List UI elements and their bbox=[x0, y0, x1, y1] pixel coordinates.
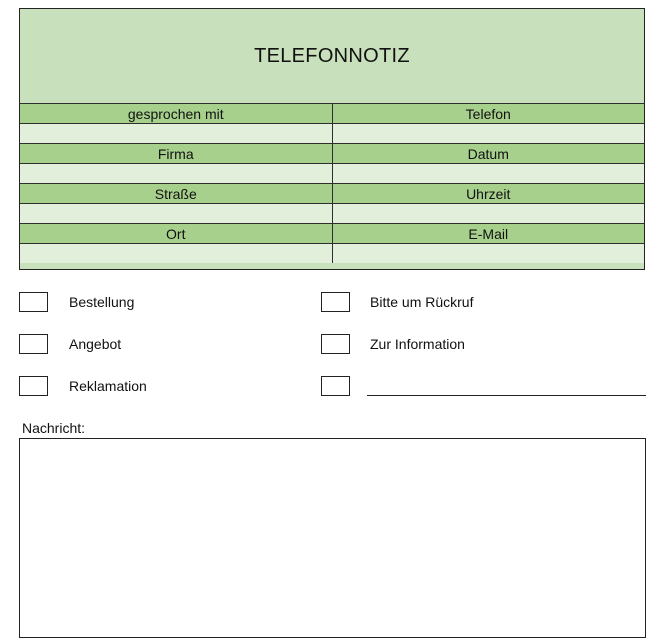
rueckruf-checkbox[interactable] bbox=[321, 292, 350, 312]
form-title: TELEFONNOTIZ bbox=[254, 44, 410, 67]
label-strasse: Straße bbox=[20, 184, 333, 203]
input-row-4 bbox=[20, 243, 644, 263]
contact-fields-grid bbox=[20, 103, 644, 263]
rueckruf-label: Bitte um Rückruf bbox=[370, 294, 474, 310]
label-firma: Firma bbox=[20, 144, 333, 163]
reklamation-label: Reklamation bbox=[69, 378, 147, 394]
label-ort: Ort bbox=[20, 224, 333, 243]
telefon-field[interactable] bbox=[333, 124, 645, 143]
input-row-1 bbox=[20, 123, 644, 143]
angebot-label: Angebot bbox=[69, 336, 122, 352]
label-email: E-Mail bbox=[468, 225, 509, 242]
checkbox-row-2 bbox=[0, 334, 657, 358]
message-label: Nachricht: bbox=[22, 420, 86, 436]
datum-field[interactable] bbox=[333, 164, 645, 183]
strasse-field[interactable] bbox=[20, 204, 333, 223]
label-row-3 bbox=[20, 183, 644, 203]
checkbox-row-1 bbox=[0, 292, 657, 316]
bestellung-checkbox[interactable] bbox=[19, 292, 48, 312]
information-label: Zur Information bbox=[370, 336, 465, 352]
firma-field[interactable] bbox=[20, 164, 333, 183]
angebot-checkbox[interactable] bbox=[19, 334, 48, 354]
reklamation-checkbox[interactable] bbox=[19, 376, 48, 396]
input-row-2 bbox=[20, 163, 644, 183]
uhrzeit-field[interactable] bbox=[333, 204, 645, 223]
bestellung-label: Bestellung bbox=[69, 294, 135, 310]
custom-option-line[interactable] bbox=[367, 395, 646, 396]
message-field[interactable] bbox=[19, 438, 646, 638]
label-row-1 bbox=[20, 103, 644, 123]
checkbox-row-3 bbox=[0, 376, 657, 400]
information-checkbox[interactable] bbox=[321, 334, 350, 354]
form-header bbox=[19, 8, 645, 270]
ort-field[interactable] bbox=[20, 244, 333, 263]
custom-checkbox[interactable] bbox=[321, 376, 350, 396]
label-row-4 bbox=[20, 223, 644, 243]
email-field[interactable] bbox=[333, 244, 645, 263]
label-gesprochen-mit: gesprochen mit bbox=[20, 104, 333, 123]
gesprochen-mit-field[interactable] bbox=[20, 124, 333, 143]
label-row-2 bbox=[20, 143, 644, 163]
label-datum: Datum bbox=[467, 145, 509, 162]
label-telefon: Telefon bbox=[465, 105, 511, 122]
input-row-3 bbox=[20, 203, 644, 223]
label-uhrzeit: Uhrzeit bbox=[466, 185, 511, 202]
